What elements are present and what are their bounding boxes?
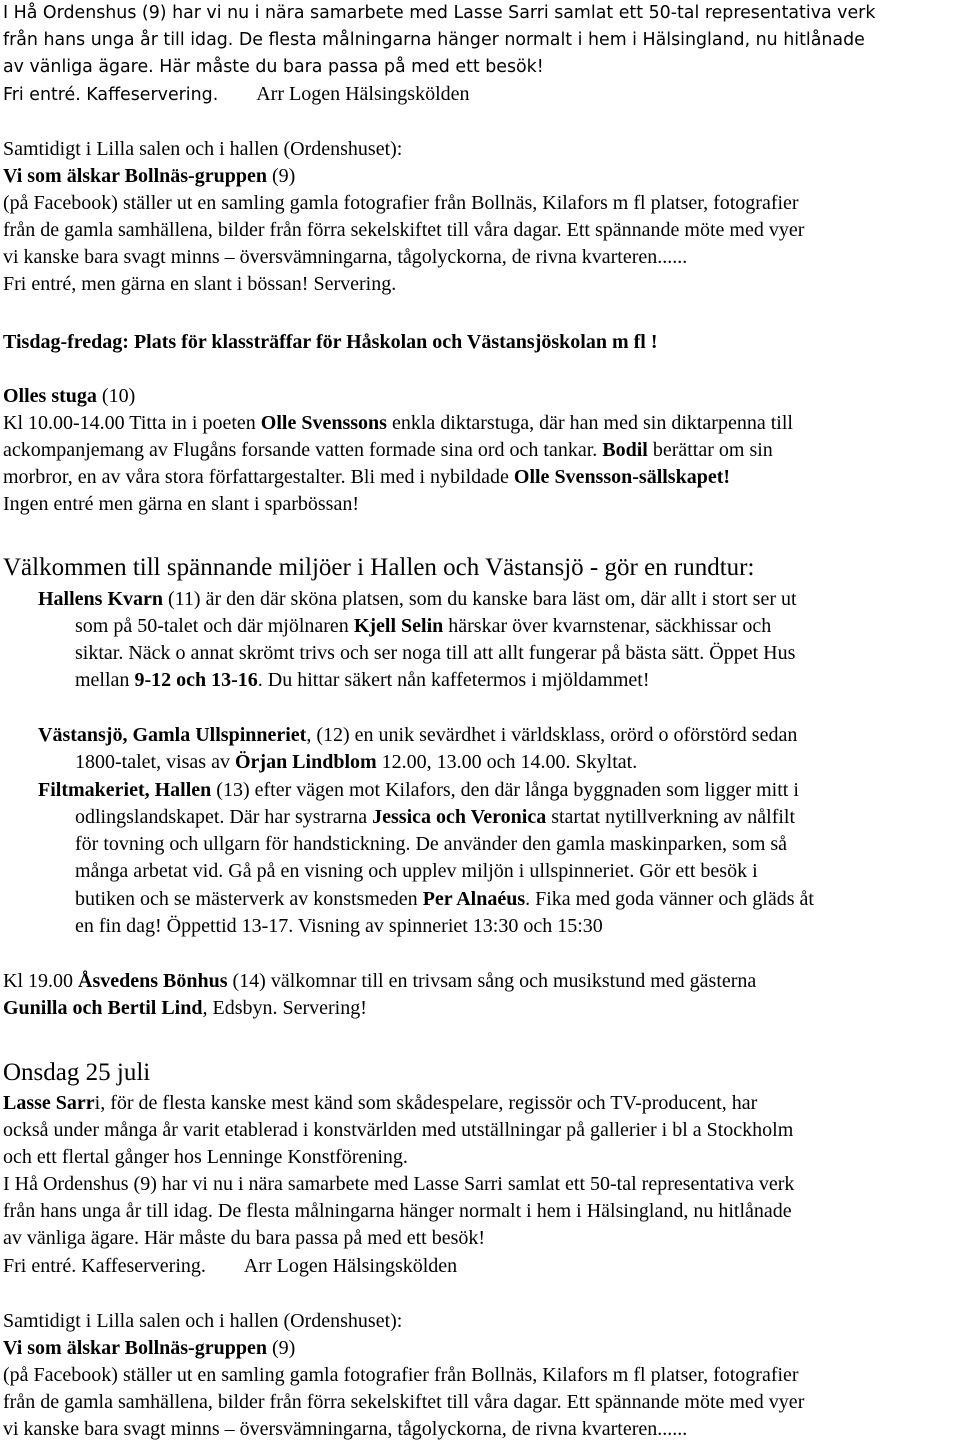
person-name: Lasse Sarr [3,1092,95,1114]
text-line: också under många år varit etablerad i konstvärlden med utställningar på gallerier i bl a Stockholm [3,1119,794,1141]
text-line [75,886,814,913]
text-line: I Hå Ordenshus (9) har vi nu i nära samarbete med Lasse Sarri samlat ett 50-tal representativa verk [3,3,876,23]
person-name: Bodil [602,439,648,461]
text-segment: (11) är den där sköna platsen, som du kanske bara läst om, där allt i stort ser ut [163,588,797,610]
text-line: från hans unga år till idag. De flesta målningarna hänger normalt i hem i Hälsingland, nu hitlånade [3,30,865,50]
person-name: Jessica och Veronica [372,806,547,828]
section-heading: Tisdag-fredag: Plats för klassträffar för Håskolan och Västansjöskolan m fl ! [3,331,658,353]
text-segment: Fri entré. Kaffeservering. [3,1255,206,1277]
text-line: och ett flertal gånger hos Lenninge Konstförening. [3,1146,408,1168]
text-segment: butiken och se mästerverk av konstsmeden [75,888,423,910]
text-line: Fri entré, men gärna en slant i bössan! Servering. [3,273,397,295]
text-line: från hans unga år till idag. De flesta målningarna hänger normalt i hem i Hälsingland, nu hitlånade [3,1200,792,1222]
text-line [3,464,730,491]
text-segment: (10) [96,385,136,407]
text-line: många arbetat vid. Gå på en visning och upplev miljön i ullspinneriet. Gör ett besök i [75,860,758,882]
text-line [3,410,793,437]
venue-name: Hallens Kvarn [38,588,164,610]
text-line [3,217,804,244]
text-line [3,1335,295,1362]
person-name: Örjan Lindblom [234,751,377,773]
text-segment: odlingslandskapet. Där har systrarna [75,806,373,828]
text-line: I Hå Ordenshus (9) har vi nu i nära samarbete med Lasse Sarri samlat ett 50-tal representativa verk [3,1173,795,1195]
text-line [75,804,795,831]
text-line: för tovning och ullgarn för handstickning. De använder den gamla maskinparken, som så [75,833,788,855]
text-line [3,968,756,995]
text-line: av vänliga ägare. Här måste du bara passa på med ett besök! [3,57,544,77]
text-segment: ackompanjemang av Flugåns forsande vatten formade sina ord och tankar. [3,439,603,461]
text-line [38,722,797,749]
text-segment: Fri entré. Kaffeservering. [3,85,219,105]
text-segment: , Edsbyn. Servering! [202,997,367,1019]
text-segment: 1800-talet, visas av [75,751,235,773]
text-line: Ingen entré men gärna en slant i sparbössan! [3,493,359,515]
text-segment: Arr Logen Hälsingskölden [256,83,470,105]
venue-name: Filtmakeriet, Hallen [38,779,212,801]
text-segment: enkla diktarstuga, där han med sin diktarpenna till [386,412,793,434]
text-line: (på Facebook) ställer ut en samling gamla fotografier från Bollnäs, Kilafors m fl platser, fotografier [3,1364,799,1386]
text-line [75,667,650,694]
text-line [75,613,771,640]
venue-name: Olles stuga [3,385,97,407]
text-segment: Kl 10.00-14.00 Titta in i poeten [3,412,261,434]
text-line: från de gamla samhällena, bilder från förra sekelskiftet till våra dagar. Ett spännande möte med vyer [3,1391,805,1413]
text-segment: morbror, en av våra stora författargestalter. Bli med i nybildade [3,466,514,488]
text-segment: Ett spännande möte med vyer [561,219,805,241]
text-segment: 12.00, 13.00 och 14.00. Skyltat. [376,751,638,773]
text-segment: (9) [266,1337,296,1359]
text-segment: som på 50-talet och där mjölnaren [75,615,354,637]
text-segment: berättar om sin [647,439,773,461]
opening-hours: 9-12 och 13-16 [134,669,258,691]
text-segment: härskar över kvarnstenar, säckhissar och [443,615,772,637]
text-line: (på Facebook) ställer ut en samling gamla fotografier från Bollnäs, Kilafors m fl platser, fotografier [3,192,799,214]
society-name: Olle Svensson-sällskapet! [513,466,731,488]
text-line [3,1090,757,1117]
text-line [38,777,799,804]
group-name: Vi som älskar Bollnäs-gruppen [3,165,267,187]
text-segment: , (12) en unik sevärdhet i världsklass, orörd o oförstörd sedan [306,724,798,746]
text-segment: (13) efter vägen mot Kilafors, den där långa byggnaden som ligger mitt i [211,779,799,801]
venue-name: Åsvedens Bönhus [78,970,228,992]
text-line: en fin dag! Öppettid 13-17. Visning av spinneriet 13:30 och 15:30 [75,915,603,937]
text-line: Samtidigt i Lilla salen och i hallen (Ordenshuset): [3,138,403,160]
person-name: Gunilla och Bertil Lind [3,997,203,1019]
text-segment: . Fika med goda vänner och gläds åt [525,888,814,910]
group-name: Vi som älskar Bollnäs-gruppen [3,1337,267,1359]
text-segment: Kl 19.00 [3,970,78,992]
person-name: Kjell Selin [353,615,444,637]
text-line [3,437,773,464]
text-segment: Arr Logen Hälsingskölden [243,1255,458,1277]
person-name: Per Alnaéus [422,888,526,910]
text-line: vi kanske bara svagt minns – översvämningarna, tågolyckorna, de rivna kvarteren...... [3,246,688,268]
text-segment: startat nytillverkning av nålfilt [546,806,796,828]
text-segment: från de gamla samhällena, bilder från förra sekelskiftet till våra dagar. [3,219,562,241]
text-line [3,383,135,410]
text-segment: (14) välkomnar till en trivsam sång och musikstund med gästerna [227,970,757,992]
text-segment: (9) [266,165,296,187]
text-segment: . Du hittar säkert nån kaffetermos i mjöldammet! [257,669,650,691]
text-line: vi kanske bara svagt minns – översvämningarna, tågolyckorna, de rivna kvarteren...... [3,1418,688,1440]
venue-name: Västansjö, Gamla Ullspinneriet [38,724,307,746]
text-segment: mellan [75,669,135,691]
text-line: Samtidigt i Lilla salen och i hallen (Ordenshuset): [3,1310,403,1332]
text-line: av vänliga ägare. Här måste du bara passa på med ett besök! [3,1227,486,1249]
text-line [3,81,470,108]
text-line [75,749,637,776]
text-line: siktar. Näck o annat skrömt trivs och ser noga till att allt fungerar på bästa sätt. Öppet Hus [75,642,796,664]
text-line [38,586,797,613]
date-heading: Onsdag 25 juli [3,1059,151,1086]
text-segment: i, för de flesta kanske mest känd som skådespelare, regissör och TV-producent, har [94,1092,758,1114]
text-line [3,163,295,190]
text-line [3,1253,457,1280]
text-line [3,995,367,1022]
section-heading: Välkommen till spännande miljöer i Hallen och Västansjö - gör en rundtur: [3,554,755,581]
person-name: Olle Svenssons [260,412,387,434]
